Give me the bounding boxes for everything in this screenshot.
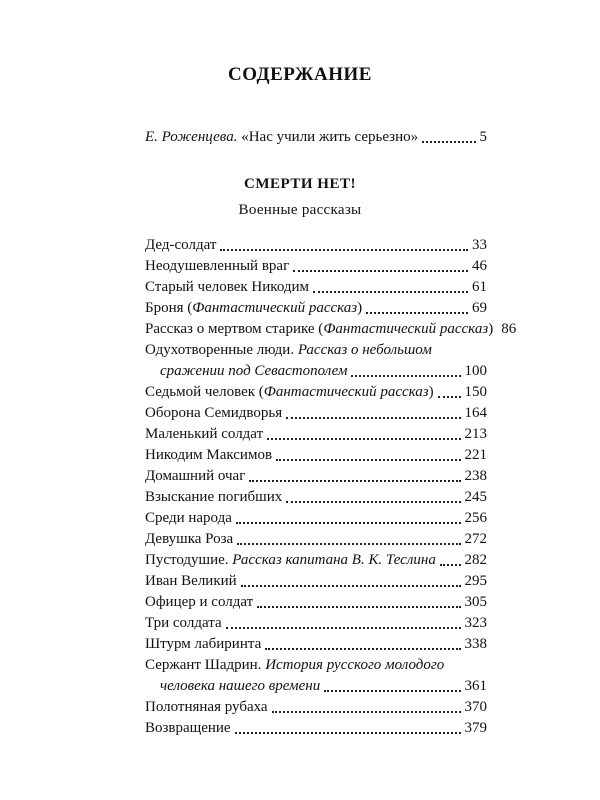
page-number: 282: [464, 552, 487, 568]
page-number: 46: [472, 258, 487, 274]
page-number: 379: [464, 720, 487, 736]
toc-entry[interactable]: [145, 383, 487, 401]
page-title: СОДЕРЖАНИЕ: [228, 64, 372, 85]
page-number: 338: [464, 636, 487, 652]
page-number: 100: [464, 363, 487, 379]
entry-title: Взыскание погибших: [145, 489, 283, 505]
entry-title: Седьмой человек (: [145, 384, 264, 400]
intro-author: Е. Роженцева.: [145, 129, 238, 145]
entry-title: Иван Великий: [145, 573, 237, 589]
toc-entry[interactable]: [145, 551, 487, 569]
toc-entry[interactable]: [160, 677, 487, 695]
entry-subtitle: Фантастический рассказ: [323, 321, 489, 337]
leader-dots: [235, 731, 461, 734]
entry-title: Оборона Семидворья: [145, 405, 283, 421]
entry-title: Штурм лабиринта: [145, 636, 262, 652]
page-number: 305: [464, 594, 487, 610]
leader-dots: [286, 416, 460, 419]
leader-dots: [313, 290, 468, 293]
entry-title: Одухотворенные люди.: [145, 342, 298, 358]
page-number: 86: [501, 321, 517, 337]
toc-entry[interactable]: [145, 614, 487, 632]
leader-dots: [366, 311, 468, 314]
entry-title: Дед-солдат: [145, 237, 217, 253]
entry-title: Рассказ о мертвом старике (: [145, 321, 324, 337]
entry-title: Броня (: [145, 300, 193, 316]
leader-dots: [293, 269, 468, 272]
page-number: 238: [464, 468, 487, 484]
page-number: 221: [464, 447, 487, 463]
entry-title: Никодим Максимов: [145, 447, 273, 463]
entry-title: Возвращение: [145, 720, 231, 736]
toc-entry[interactable]: [145, 530, 487, 548]
leader-dots: [422, 140, 475, 143]
toc-entry[interactable]: [145, 236, 487, 254]
toc-entry[interactable]: [145, 299, 487, 317]
entry-title: Среди народа: [145, 510, 232, 526]
leader-dots: [220, 248, 468, 251]
leader-dots: [267, 437, 460, 440]
leader-dots: [276, 458, 460, 461]
leader-dots: [286, 500, 460, 503]
page-number: 5: [479, 129, 487, 145]
entry-subtitle: Фантастический рассказ: [263, 384, 429, 400]
section-title: СМЕРТИ НЕТ!: [244, 176, 356, 192]
toc-entry[interactable]: [145, 509, 487, 527]
entry-subtitle: Рассказ капитана В. К. Теслина: [232, 552, 436, 568]
leader-dots: [236, 521, 461, 524]
toc-entry[interactable]: [145, 320, 517, 338]
toc-entry[interactable]: [145, 593, 487, 611]
toc-entry[interactable]: [145, 257, 487, 275]
leader-dots: [272, 710, 461, 713]
toc-entry[interactable]: [145, 488, 487, 506]
entry-tail: ): [428, 384, 434, 400]
entry-subtitle: человека нашего времени: [160, 678, 321, 694]
leader-dots: [249, 479, 460, 482]
leader-dots: [257, 605, 460, 608]
entry-title: Офицер и солдат: [145, 594, 254, 610]
toc-entry[interactable]: [145, 446, 487, 464]
entry-title: Домашний очаг: [145, 468, 246, 484]
leader-dots: [351, 374, 460, 377]
toc-entry[interactable]: [145, 572, 487, 590]
entry-subtitle: Фантастический рассказ: [192, 300, 358, 316]
intro-title: «Нас учили жить серьезно»: [237, 129, 419, 145]
toc-entry[interactable]: [145, 635, 487, 653]
entry-title: Маленький солдат: [145, 426, 264, 442]
entry-tail: ): [488, 321, 494, 337]
page-number: 164: [464, 405, 487, 421]
leader-dots: [265, 647, 460, 650]
toc-entry[interactable]: [145, 278, 487, 296]
leader-dots: [440, 563, 461, 566]
page-number: 361: [464, 678, 487, 694]
entry-title: Полотняная рубаха: [145, 699, 268, 715]
entry-subtitle: Рассказ о небольшом: [297, 342, 432, 358]
toc-entry[interactable]: [145, 341, 487, 359]
leader-dots: [237, 542, 460, 545]
subsection-title: Военные рассказы: [238, 202, 362, 218]
toc-entry[interactable]: [145, 698, 487, 716]
toc-entry[interactable]: [145, 719, 487, 737]
page-number: 370: [464, 699, 487, 715]
toc-entry[interactable]: [160, 362, 487, 380]
entry-title: Сержант Шадрин.: [145, 657, 266, 673]
leader-dots: [324, 689, 460, 692]
page-number: 33: [472, 237, 487, 253]
entry-tail: ): [357, 300, 363, 316]
toc-entry[interactable]: [145, 404, 487, 422]
page-number: 245: [464, 489, 487, 505]
entry-subtitle: сражении под Севастополем: [160, 363, 348, 379]
toc-entry[interactable]: [145, 425, 487, 443]
entry-title: Пустодушие.: [145, 552, 233, 568]
page-number: 272: [464, 531, 487, 547]
page-number: 150: [464, 384, 487, 400]
page-number: 213: [464, 426, 487, 442]
entry-title: Три солдата: [145, 615, 222, 631]
entry-title: Девушка Роза: [145, 531, 234, 547]
page-number: 61: [472, 279, 487, 295]
leader-dots: [438, 395, 461, 398]
toc-entry[interactable]: [145, 656, 487, 674]
toc-entry[interactable]: [145, 467, 487, 485]
leader-dots: [226, 626, 461, 629]
entry-title: Старый человек Никодим: [145, 279, 310, 295]
page-number: 295: [464, 573, 487, 589]
entry-subtitle: История русского молодого: [265, 657, 445, 673]
page-number: 256: [464, 510, 487, 526]
page-number: 323: [464, 615, 487, 631]
entry-title: Неодушевленный враг: [145, 258, 290, 274]
leader-dots: [241, 584, 461, 587]
toc-entry-intro[interactable]: [145, 128, 487, 146]
page-number: 69: [472, 300, 487, 316]
